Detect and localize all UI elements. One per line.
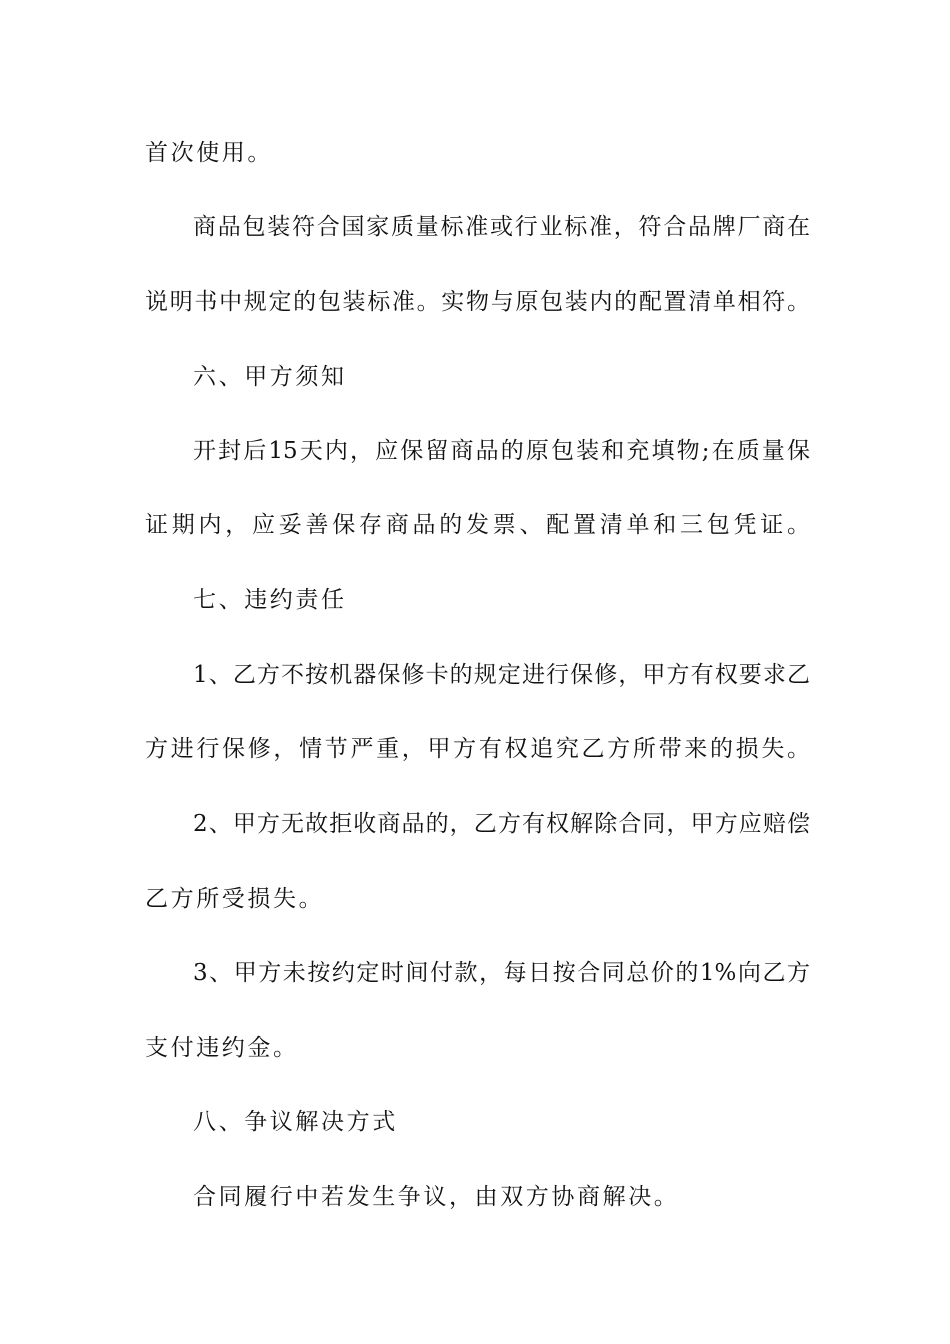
- paragraph-line: 合同履行中若发生争议，由双方协商解决。: [193, 1184, 680, 1210]
- paragraph-line: 支付违约金。: [145, 1035, 299, 1061]
- paragraph-line: 首次使用。: [145, 140, 273, 166]
- paragraph-line: 说明书中规定的包装标准。实物与原包装内的配置清单相符。: [145, 289, 810, 315]
- paragraph-line: 商品包装符合国家质量标准或行业标准，符合品牌厂商在: [193, 214, 810, 240]
- paragraph-line: 证期内，应妥善保存商品的发票、配置清单和三包凭证。: [145, 512, 810, 538]
- paragraph-line: 方进行保修，情节严重，甲方有权追究乙方所带来的损失。: [145, 736, 810, 762]
- paragraph-line: 3、甲方未按约定时间付款，每日按合同总价的1%向乙方: [193, 960, 810, 986]
- paragraph-line: 开封后15天内，应保留商品的原包装和充填物;在质量保: [193, 438, 810, 464]
- paragraph-line: 1、乙方不按机器保修卡的规定进行保修，甲方有权要求乙: [193, 662, 810, 688]
- section-heading: 八、争议解决方式: [193, 1109, 398, 1135]
- section-heading: 七、违约责任: [193, 587, 347, 613]
- section-heading: 六、甲方须知: [193, 364, 347, 390]
- paragraph-line: 乙方所受损失。: [145, 886, 325, 912]
- paragraph-line: 2、甲方无故拒收商品的，乙方有权解除合同，甲方应赔偿: [193, 811, 810, 837]
